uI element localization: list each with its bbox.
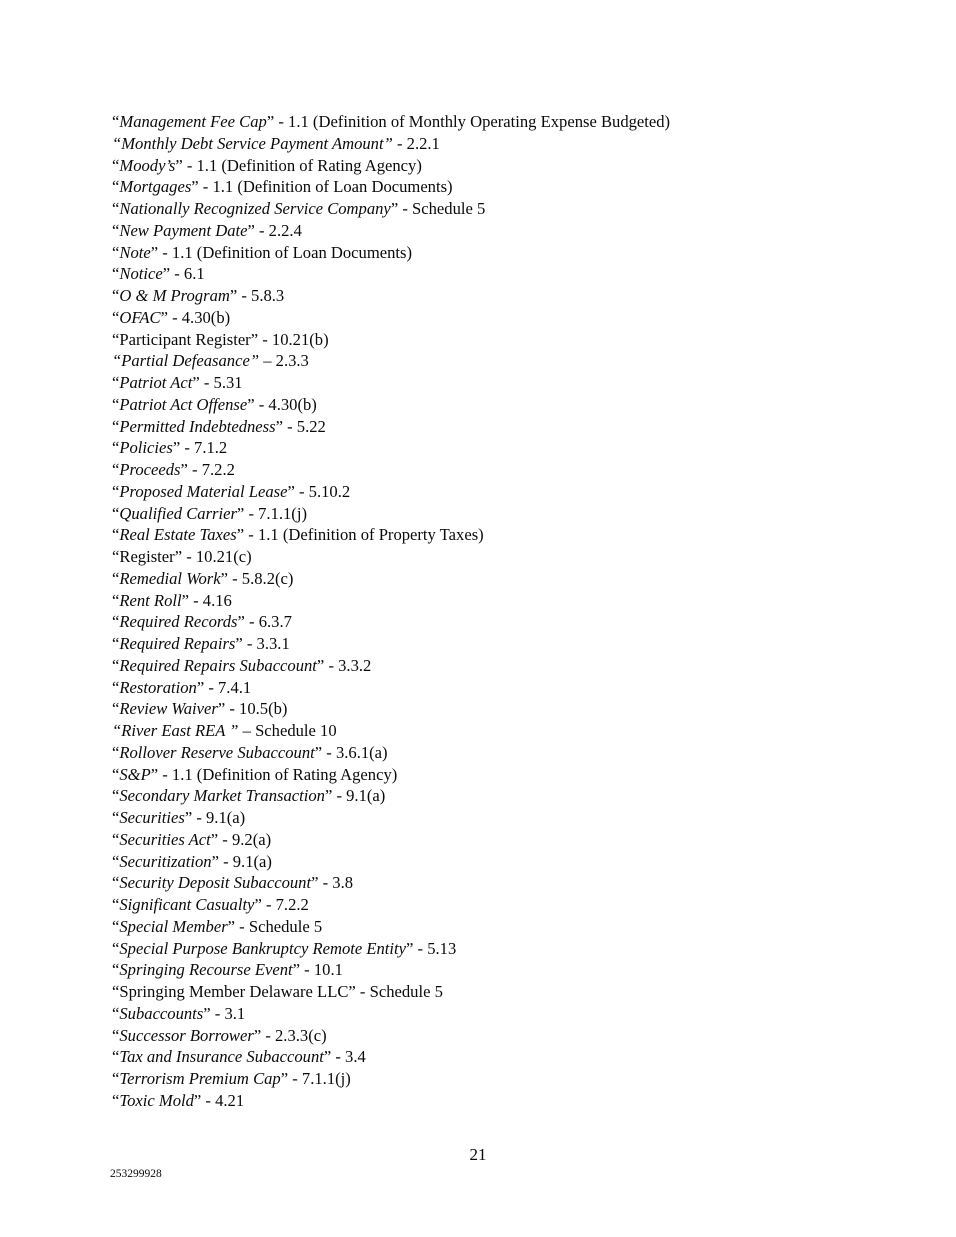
open-quote: “ <box>112 438 120 458</box>
open-quote: “ <box>112 916 120 936</box>
close-quote: ” <box>210 829 219 849</box>
close-quote: ” <box>150 242 159 262</box>
close-quote: ” <box>280 1069 289 1088</box>
defined-term: Participant Register <box>119 329 251 349</box>
defined-term: Policies <box>119 438 173 458</box>
open-quote: “ <box>112 873 120 893</box>
open-quote: “ <box>112 373 120 392</box>
open-quote: “ <box>112 634 120 653</box>
section-reference: - 7.2.2 <box>261 895 309 914</box>
definition-line <box>112 655 872 677</box>
open-quote: “ <box>112 460 120 479</box>
definition-line <box>112 263 872 285</box>
open-quote: “ <box>112 590 120 610</box>
defined-term: Significant Casualty <box>119 895 255 914</box>
close-quote: ” <box>196 677 205 697</box>
open-quote: “ <box>112 764 120 784</box>
section-reference: - 10.1 <box>300 960 343 980</box>
definition-line <box>112 176 872 198</box>
defined-term: Securities <box>119 808 185 827</box>
section-reference: - 1.1 (Definition of Monthly Operating Expense Budgeted) <box>274 112 671 131</box>
open-quote: “ <box>112 416 120 436</box>
defined-term: Mortgages <box>119 177 192 197</box>
section-reference: - 10.21(c) <box>182 547 252 566</box>
defined-term: Springing Member Delaware LLC <box>119 982 349 1001</box>
section-reference: - 3.6.1(a) <box>322 742 388 762</box>
section-reference: - 7.2.2 <box>187 460 235 479</box>
definition-line <box>112 851 872 873</box>
close-quote: ” <box>193 1090 202 1110</box>
definition-line <box>112 872 872 894</box>
open-quote: “ <box>112 394 120 414</box>
close-quote: ” <box>314 742 323 762</box>
defined-term: O & M Program <box>119 286 230 305</box>
open-quote: “ <box>112 307 120 327</box>
open-quote: “ <box>112 220 120 240</box>
section-reference: - 9.1(a) <box>218 851 272 871</box>
definition-line <box>112 111 872 133</box>
defined-term: Remedial Work <box>119 568 221 588</box>
definitions-list <box>112 111 872 1112</box>
defined-term: Permitted Indebtedness <box>119 416 276 436</box>
defined-term: Subaccounts <box>119 1003 204 1023</box>
open-quote: “ <box>112 155 120 175</box>
open-quote: “ <box>112 895 120 914</box>
close-quote: ” <box>235 634 243 653</box>
definition-line <box>112 1068 872 1090</box>
open-quote: “ <box>112 982 120 1001</box>
open-quote: “ <box>112 503 120 523</box>
section-reference: - 4.21 <box>201 1090 245 1110</box>
close-quote: ” <box>175 155 183 175</box>
close-quote: ” <box>253 1025 262 1045</box>
definition-line <box>112 372 872 394</box>
open-quote: “ <box>112 612 120 632</box>
section-reference: - 4.16 <box>188 590 232 610</box>
definition-line <box>112 307 872 329</box>
definition-line <box>112 481 872 503</box>
defined-term: Required Repairs <box>119 634 236 653</box>
defined-term: Rollover Reserve Subaccount <box>119 742 315 762</box>
open-quote: “ <box>112 112 120 131</box>
open-quote: “ <box>112 286 120 305</box>
defined-term: Real Estate Taxes <box>119 525 237 545</box>
open-quote: “ <box>112 568 120 588</box>
close-quote: ” <box>236 525 245 545</box>
section-reference: - 1.1 (Definition of Loan Documents) <box>158 242 413 262</box>
definition-line <box>112 1025 872 1047</box>
defined-term: Required Records <box>119 612 238 632</box>
document-id-footer: 253299928 <box>110 1168 162 1180</box>
definition-line <box>112 416 872 438</box>
defined-term: Secondary Market Transaction <box>119 786 325 806</box>
defined-term: Patriot Act Offense <box>119 394 248 414</box>
defined-term: Security Deposit Subaccount <box>119 873 312 893</box>
close-quote: ” <box>229 721 239 740</box>
section-reference: - 5.8.3 <box>237 286 285 305</box>
definition-line <box>112 285 872 307</box>
defined-term: Toxic Mold <box>119 1090 194 1110</box>
defined-term: S&P <box>119 764 151 784</box>
defined-term: Partial Defeasance <box>121 351 250 371</box>
definition-line <box>112 611 872 633</box>
definition-line <box>112 698 872 720</box>
defined-term: Notice <box>119 264 163 284</box>
definition-line <box>112 394 872 416</box>
open-quote: “ <box>112 133 122 153</box>
close-quote: ” <box>383 133 393 153</box>
close-quote: ” <box>316 655 325 675</box>
definition-line <box>112 133 872 155</box>
close-quote: ” <box>406 938 414 958</box>
close-quote: ” <box>324 786 333 806</box>
open-quote: “ <box>112 1069 120 1088</box>
close-quote: ” <box>266 112 275 131</box>
close-quote: ” <box>323 1047 332 1067</box>
open-quote: “ <box>112 351 122 371</box>
section-reference: - 3.3.1 <box>242 634 290 653</box>
definition-line <box>112 568 872 590</box>
section-reference: - 9.2(a) <box>218 829 272 849</box>
close-quote: ” <box>172 438 181 458</box>
open-quote: “ <box>112 851 120 871</box>
open-quote: “ <box>112 199 120 218</box>
open-quote: “ <box>112 786 120 806</box>
definition-line <box>112 524 872 546</box>
defined-term: Securitization <box>119 851 212 871</box>
section-reference: - 10.21(b) <box>258 329 329 349</box>
defined-term: Restoration <box>119 677 197 697</box>
open-quote: “ <box>112 655 120 675</box>
close-quote: ” <box>249 351 260 371</box>
section-reference: - 9.1(a) <box>192 808 246 827</box>
section-reference: - 3.8 <box>318 873 354 893</box>
open-quote: “ <box>112 525 120 545</box>
defined-term: Proposed Material Lease <box>119 481 288 501</box>
defined-term: River East REA <box>121 721 230 740</box>
definition-line <box>112 981 872 1003</box>
section-reference: - Schedule 5 <box>235 916 323 936</box>
definition-line <box>112 546 872 568</box>
defined-term: Review Waiver <box>119 699 218 719</box>
section-reference: - 4.30(b) <box>167 307 231 327</box>
defined-term: Proceeds <box>119 460 181 479</box>
defined-term: Successor Borrower <box>119 1025 254 1045</box>
close-quote: ” <box>217 699 226 719</box>
section-reference: - Schedule 5 <box>398 199 486 218</box>
close-quote: ” <box>192 373 200 392</box>
section-reference: - 1.1 (Definition of Loan Documents) <box>198 177 453 197</box>
close-quote: ” <box>229 286 238 305</box>
open-quote: “ <box>112 742 120 762</box>
open-quote: “ <box>112 264 120 284</box>
close-quote: ” <box>254 895 262 914</box>
close-quote: ” <box>180 460 188 479</box>
open-quote: “ <box>112 177 120 197</box>
defined-term: Monthly Debt Service Payment Amount <box>121 133 384 153</box>
close-quote: ” <box>203 1003 211 1023</box>
section-reference: - 1.1 (Definition of Property Taxes) <box>244 525 484 545</box>
open-quote: “ <box>112 1090 120 1110</box>
defined-term: Register <box>119 547 175 566</box>
close-quote: ” <box>250 329 259 349</box>
definition-line <box>112 1003 872 1025</box>
open-quote: “ <box>112 960 120 980</box>
defined-term: Qualified Carrier <box>119 503 237 523</box>
definition-line <box>112 198 872 220</box>
close-quote: ” <box>227 916 236 936</box>
open-quote: “ <box>112 1025 120 1045</box>
section-reference: - 9.1(a) <box>332 786 386 806</box>
defined-term: Tax and Insurance Subaccount <box>119 1047 324 1067</box>
section-reference: - 2.3.3(c) <box>261 1025 327 1045</box>
close-quote: ” <box>311 873 319 893</box>
definition-line <box>112 155 872 177</box>
definition-line <box>112 503 872 525</box>
close-quote: ” <box>160 307 168 327</box>
defined-term: Special Purpose Bankruptcy Remote Entity <box>119 938 406 958</box>
defined-term: OFAC <box>119 307 161 327</box>
definition-line <box>112 807 872 829</box>
close-quote: ” <box>292 960 301 980</box>
definition-line <box>112 894 872 916</box>
defined-term: Management Fee Cap <box>119 112 267 131</box>
open-quote: “ <box>112 242 120 262</box>
section-reference: - 7.1.1(j) <box>288 1069 351 1088</box>
open-quote: “ <box>112 829 120 849</box>
close-quote: ” <box>390 199 399 218</box>
section-reference: - 2.2.1 <box>392 133 440 153</box>
definition-line <box>112 764 872 786</box>
definition-line <box>112 220 872 242</box>
close-quote: ” <box>247 220 255 240</box>
section-reference: - 10.5(b) <box>225 699 288 719</box>
open-quote: “ <box>112 547 120 566</box>
open-quote: “ <box>112 1047 120 1067</box>
defined-term: Rent Roll <box>119 590 182 610</box>
close-quote: ” <box>275 416 283 436</box>
definition-line <box>112 242 872 264</box>
defined-term: Required Repairs Subaccount <box>119 655 317 675</box>
section-reference: - 5.10.2 <box>294 481 351 501</box>
section-reference: – Schedule 10 <box>238 721 337 740</box>
section-reference: - 7.1.1(j) <box>244 503 307 523</box>
close-quote: ” <box>150 764 159 784</box>
open-quote: “ <box>112 721 122 740</box>
page-number: 21 <box>469 1145 487 1164</box>
section-reference: - Schedule 5 <box>355 982 443 1001</box>
close-quote: ” <box>162 264 171 284</box>
close-quote: ” <box>287 481 295 501</box>
section-reference: - 7.4.1 <box>204 677 252 697</box>
section-reference: - 5.31 <box>199 373 243 392</box>
defined-term: Note <box>119 242 151 262</box>
section-reference: - 3.4 <box>331 1047 366 1067</box>
close-quote: ” <box>191 177 199 197</box>
section-reference: - 5.22 <box>282 416 326 436</box>
open-quote: “ <box>112 938 120 958</box>
definition-line <box>112 916 872 938</box>
open-quote: “ <box>112 808 120 827</box>
section-reference: - 2.2.4 <box>254 220 302 240</box>
defined-term: Moody’s <box>119 155 176 175</box>
open-quote: “ <box>112 481 120 501</box>
defined-term: New Payment Date <box>119 220 248 240</box>
defined-term: Terrorism Premium Cap <box>119 1069 281 1088</box>
close-quote: ” <box>220 568 228 588</box>
definition-line <box>112 459 872 481</box>
section-reference: - 5.8.2(c) <box>227 568 294 588</box>
section-reference: – 2.3.3 <box>259 351 309 371</box>
definition-line <box>112 633 872 655</box>
defined-term: Special Member <box>119 916 228 936</box>
open-quote: “ <box>112 699 120 719</box>
close-quote: ” <box>237 612 245 632</box>
definition-line <box>112 590 872 612</box>
close-quote: ” <box>348 982 356 1001</box>
definition-line <box>112 437 872 459</box>
defined-term: Nationally Recognized Service Company <box>119 199 391 218</box>
section-reference: - 6.3.7 <box>244 612 292 632</box>
close-quote: ” <box>181 590 189 610</box>
definition-line <box>112 329 872 351</box>
close-quote: ” <box>174 547 183 566</box>
close-quote: ” <box>247 394 255 414</box>
definition-line <box>112 677 872 699</box>
open-quote: “ <box>112 1003 120 1023</box>
definition-line <box>112 938 872 960</box>
section-reference: - 7.1.2 <box>180 438 228 458</box>
section-reference: - 1.1 (Definition of Rating Agency) <box>182 155 422 175</box>
close-quote: ” <box>211 851 219 871</box>
section-reference: - 5.13 <box>413 938 457 958</box>
section-reference: - 1.1 (Definition of Rating Agency) <box>158 764 398 784</box>
section-reference: - 3.3.2 <box>324 655 372 675</box>
close-quote: ” <box>236 503 245 523</box>
definition-line <box>112 742 872 764</box>
open-quote: “ <box>112 329 120 349</box>
definition-line <box>112 829 872 851</box>
defined-term: Securities Act <box>119 829 211 849</box>
close-quote: ” <box>184 808 193 827</box>
definition-line <box>112 350 872 372</box>
section-reference: - 4.30(b) <box>254 394 317 414</box>
defined-term: Springing Recourse Event <box>119 960 293 980</box>
definition-line <box>112 785 872 807</box>
defined-term: Patriot Act <box>119 373 193 392</box>
definition-line <box>112 720 872 742</box>
open-quote: “ <box>112 677 120 697</box>
section-reference: - 3.1 <box>210 1003 246 1023</box>
definition-line <box>112 959 872 981</box>
section-reference: - 6.1 <box>170 264 205 284</box>
definition-line <box>112 1046 872 1068</box>
definition-line <box>112 1090 872 1112</box>
